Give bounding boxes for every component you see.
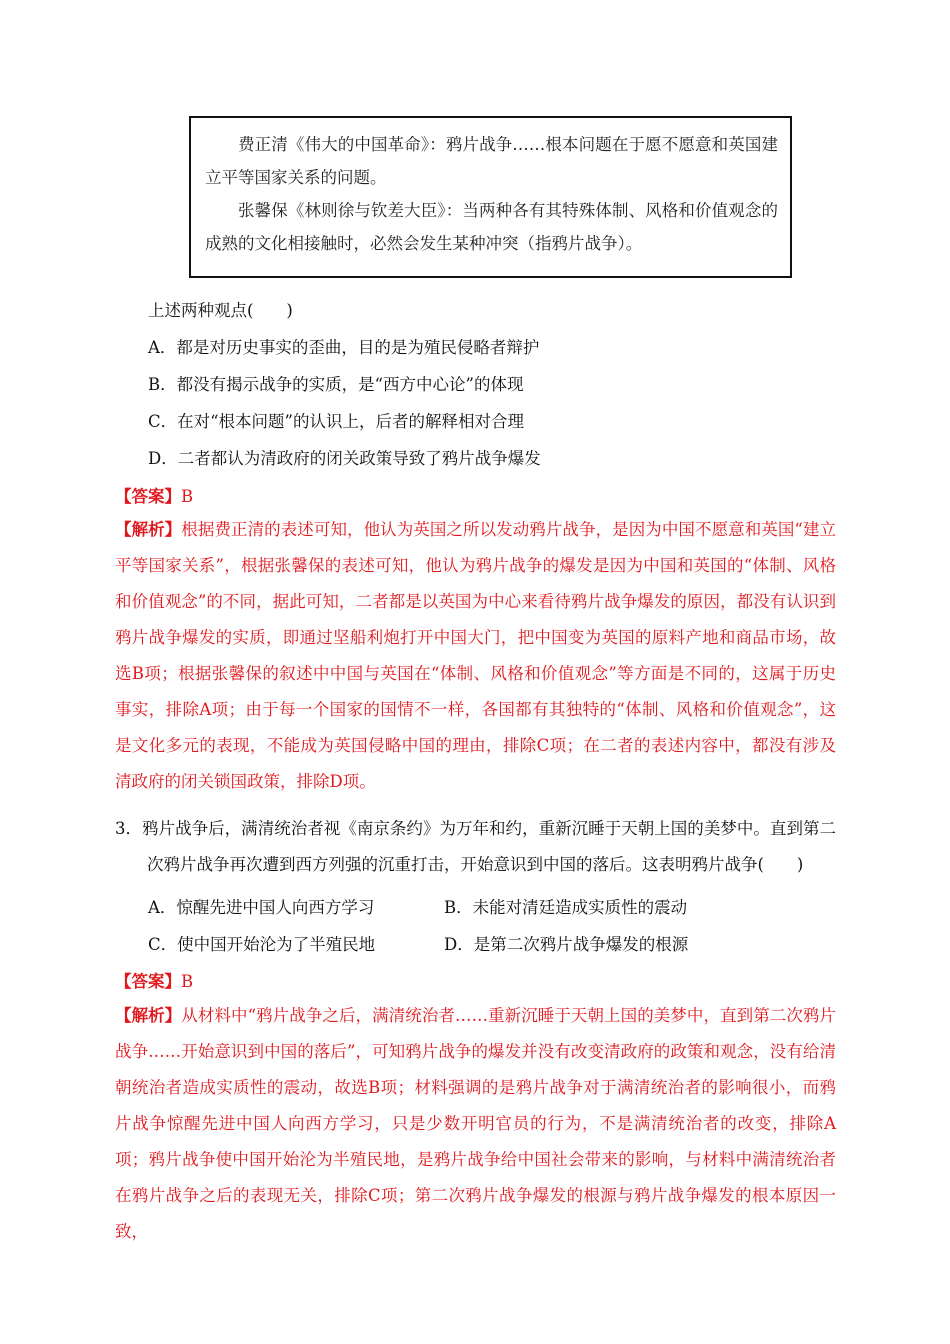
answer-tag: 【答案】 [115, 487, 181, 506]
answer-value: B [181, 487, 194, 506]
q2-answer [115, 483, 193, 507]
q3-option-a: A．惊醒先进中国人向西方学习 [148, 898, 375, 917]
q3-option-d: D．是第二次鸦片战争爆发的根源 [444, 935, 689, 954]
q3-analysis [115, 998, 836, 1250]
answer-value: B [181, 972, 194, 991]
source-quote-box [189, 116, 792, 278]
answer-tag: 【答案】 [115, 972, 181, 991]
analysis-text: 根据费正清的表述可知，他认为英国之所以发动鸦片战争，是因为中国不愿意和英国“建立平等国家关系”，根据张馨保的表述可知，他认为鸦片战争的爆发是因为中国和英国的“体制、风格和价值观念”的不同，据此可知，二者都是以英国为中心来看待鸦片战争爆发的原因，都没有认识到鸦片战争爆发的实质，即通过坚船利炮打开中国大门，把中国变为英国的原料产地和商品市场，故选B项；根据张馨保的叙述中中国与英国在“体制、风格和价值观念”等方面是不同的，这属于历史事实，排除A项；由于每一个国家的国情不一样，各国都有其独特的“体制、风格和价值观念”，这是文化多元的表现，不能成为英国侵略中国的理由，排除C项；在二者的表述内容中，都没有涉及清政府的闭关锁国政策，排除D项。 [115, 520, 837, 791]
analysis-tag: 【解析】 [115, 1006, 182, 1025]
q2-analysis [115, 512, 836, 800]
q2-option-b: B．都没有揭示战争的实质，是“西方中心论”的体现 [148, 375, 524, 394]
q2-option-a: A．都是对历史事实的歪曲，目的是为殖民侵略者辩护 [148, 338, 540, 357]
quote-paragraph-1: 费正清《伟大的中国革命》：鸦片战争……根本问题在于愿不愿意和英国建立平等国家关系的问题。 [205, 135, 778, 187]
q2-option-d: D．二者都认为清政府的闭关政策导致了鸦片战争爆发 [148, 449, 541, 468]
analysis-tag: 【解析】 [115, 520, 182, 539]
q3-option-b: B．未能对清廷造成实质性的震动 [444, 898, 688, 917]
q2-option-c: C．在对“根本问题”的认识上，后者的解释相对合理 [148, 412, 524, 431]
q3-option-c: C．使中国开始沦为了半殖民地 [148, 935, 376, 954]
analysis-text: 从材料中“鸦片战争之后，满清统治者……重新沉睡于天朝上国的美梦中，直到第二次鸦片战争……开始意识到中国的落后”，可知鸦片战争的爆发并没有改变清政府的政策和观念，没有给清朝统治者造成实质性的震动，故选B项；材料强调的是鸦片战争对于满清统治者的影响很小，而鸦片战争惊醒先进中国人向西方学习，只是少数开明官员的行为，不是满清统治者的改变，排除A项；鸦片战争使中国开始沦为半殖民地，是鸦片战争给中国社会带来的影响，与材料中满清统治者在鸦片战争之后的表现无关，排除C项；第二次鸦片战争爆发的根源与鸦片战争爆发的根本原因一致， [115, 1006, 837, 1241]
quote-paragraph-2: 张馨保《林则徐与钦差大臣》：当两种各有其特殊体制、风格和价值观念的成熟的文化相接触时，必然会发生某种冲突（指鸦片战争）。 [205, 201, 778, 253]
question-3-stem: 3．鸦片战争后，满清统治者视《南京条约》为万年和约，重新沉睡于天朝上国的美梦中。直到第二次鸦片战争再次遭到西方列强的沉重打击，开始意识到中国的落后。这表明鸦片战争( ) [115, 819, 836, 874]
q3-answer [115, 968, 193, 992]
question-2-stem: 上述两种观点( ) [148, 301, 293, 320]
